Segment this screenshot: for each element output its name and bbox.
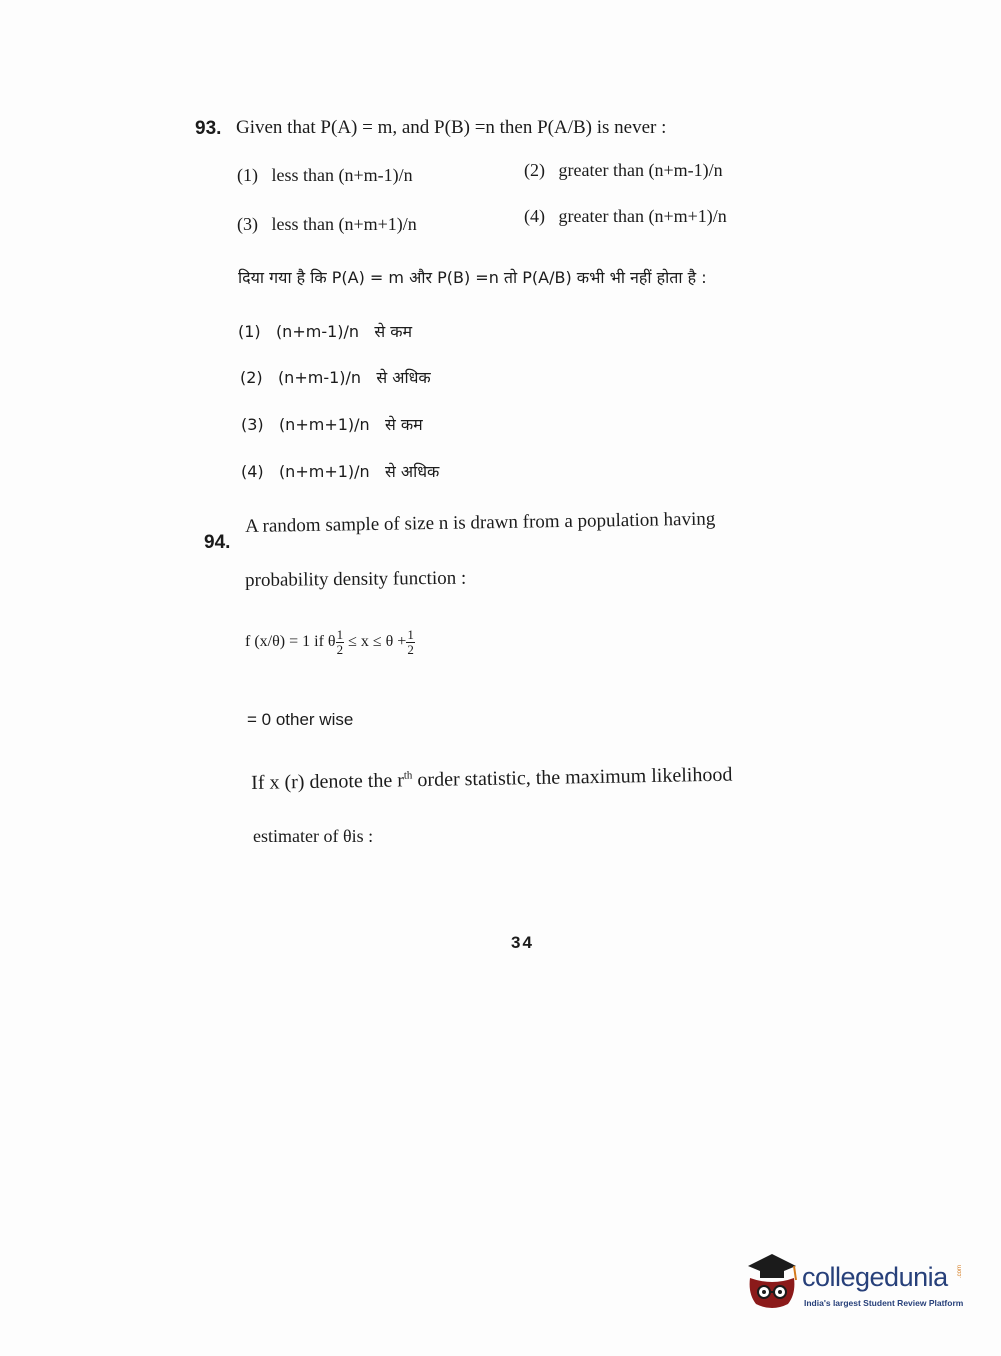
q94-line-1: A random sample of size n is drawn from a population having [245,508,716,537]
q93-hindi-option-4 [241,460,439,482]
q93-stem-hindi: दिया गया है कि P(A) = m और P(B) =n तो P(A/B) कभी भी नहीं होता है : [238,268,707,287]
option-number: (1) [238,322,261,341]
option-number: (3) [237,214,258,234]
option-number: (1) [237,165,258,185]
option-expr: (n+m-1)/n [275,322,360,341]
brand-name: collegedunia [802,1262,948,1292]
fraction-numerator: 1 [407,627,414,642]
formula-middle: ≤ x ≤ θ + [348,633,407,651]
q94-line-2: probability density function : [245,567,467,591]
option-expr: (n+m+1)/n [278,462,370,481]
fraction-one-half [406,628,415,657]
option-expr: (n+m-1)/n [277,368,362,387]
collegedunia-watermark [744,1252,969,1314]
fraction-denominator: 2 [407,642,414,657]
q94-line-3 [251,764,733,795]
q93-hindi-option-3 [241,413,423,435]
q93-stem: Given that P(A) = m, and P(B) =n then P(A/B) is never : [236,117,667,138]
option-number: (4) [524,206,545,226]
option-number: (4) [241,462,264,481]
q93-hindi-option-1 [238,320,412,342]
option-text: से अधिक [376,368,431,387]
formula-lhs: f (x/θ) = 1 if θ [245,633,336,651]
line3-start: If x (r) denote the r [251,769,405,794]
option-text: greater than (n+m+1)/n [558,206,727,226]
q93-option-4 [524,206,727,227]
q93-option-2 [524,160,723,181]
brand-com: .com [957,1265,963,1279]
q94-density-formula [245,628,415,657]
q93-number: 93. [195,118,222,139]
option-number: (2) [524,160,545,180]
option-text: से अधिक [384,462,440,481]
option-text: less than (n+m+1)/n [271,214,417,234]
fraction-numerator: 1 [336,627,344,642]
brand-tagline: India's largest Student Review Platform [804,1298,964,1308]
q94-line-4: estimater of θis : [253,826,374,846]
fraction-denominator: 2 [336,642,344,657]
q93-hindi-option-2 [240,366,431,388]
q93-option-1 [237,165,413,186]
line3-end: order statistic, the maximum likelihood [412,763,733,792]
option-number: (2) [240,368,263,387]
option-text: greater than (n+m-1)/n [558,160,723,180]
mascot-logo-icon [744,1252,802,1310]
option-text: से कम [374,322,413,341]
option-text: less than (n+m-1)/n [271,165,413,185]
option-text: से कम [384,415,423,434]
page-number: 34 [511,933,534,952]
q94-number: 94. [204,532,231,553]
option-number: (3) [241,415,264,434]
ordinal-superscript: th [403,769,413,782]
fraction-one-half [336,628,345,657]
q93-option-3 [237,214,417,235]
option-expr: (n+m+1)/n [278,415,370,434]
q94-otherwise: = 0 other wise [247,710,354,729]
